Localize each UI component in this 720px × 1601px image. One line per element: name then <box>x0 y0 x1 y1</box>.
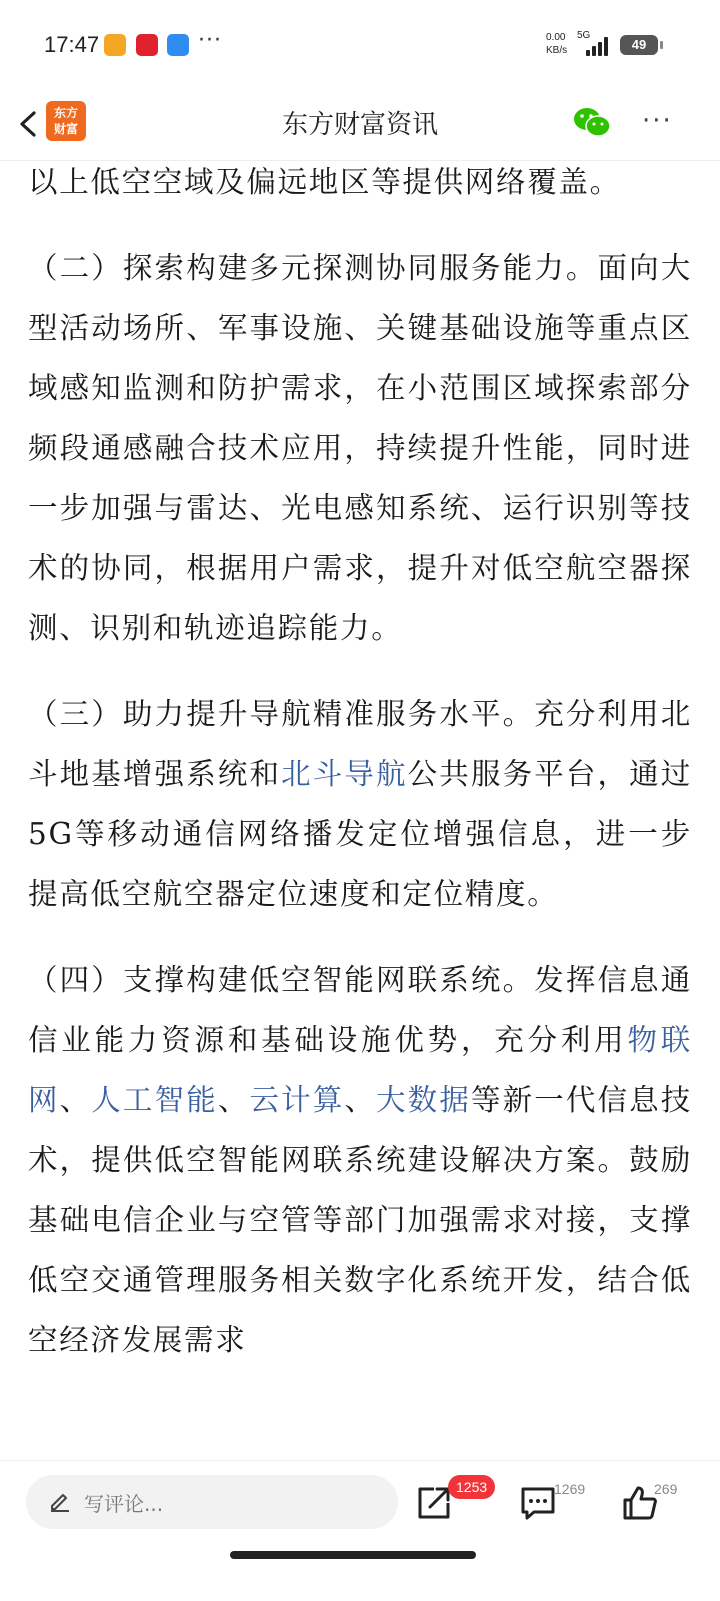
article-paragraph: （四）支撑构建低空智能网联系统。发挥信息通信业能力资源和基础设施优势，充分利用物联网、人工智能、云计算、大数据等新一代信息技术，提供低空智能网联系统建设解决方案。鼓励基础电信企业与空管等部门加强需求对接，支撑低空交通管理服务相关数字化系统开发，结合低空经济发展需求 <box>28 963 692 1357</box>
page-title: 东方财富资讯 <box>281 110 438 140</box>
keyword-link-big-data[interactable]: 大数据 <box>376 1083 471 1117</box>
article-paragraph: （二）探索构建多元探测协同服务能力。面向大型活动场所、军事设施、关键基础设施等重点区域感知监测和防护需求，在小范围区域探索部分频段通感融合技术应用，持续提升性能，同时进一步加强与雷达、光电感知系统、运行识别等技术的协同，根据用户需求，提升对低空航空器探测、识别和轨迹追踪能力。 <box>28 251 692 645</box>
keyword-link-iot[interactable]: 物联网 <box>28 1023 692 1117</box>
status-bar <box>0 0 720 92</box>
keyword-link-cloud-computing[interactable]: 云计算 <box>249 1083 345 1117</box>
comment-placeholder: 写评论... <box>84 1492 164 1516</box>
article-body <box>28 160 692 1460</box>
comment-count: 1269 <box>554 1481 586 1497</box>
comment-icon[interactable] <box>518 1483 558 1523</box>
home-indicator[interactable] <box>230 1551 476 1559</box>
article-paragraph: （三）助力提升导航精准服务水平。充分利用北斗地基增强系统和北斗导航公共服务平台，通过5G等移动通信网络播发定位增强信息，进一步提高低空航空器定位速度和定位精度。 <box>28 697 692 911</box>
status-time: 17:47 <box>44 32 100 57</box>
more-options-icon[interactable]: ··· <box>642 106 673 136</box>
app-notification-icon <box>136 34 158 56</box>
app-notification-icon <box>104 34 126 56</box>
comment-input[interactable] <box>26 1475 398 1529</box>
keyword-link-ai[interactable]: 人工智能 <box>91 1083 218 1117</box>
bottom-action-bar <box>0 1460 720 1601</box>
top-nav-bar <box>0 92 720 161</box>
share-count-badge: 1253 <box>448 1475 495 1499</box>
article-paragraph: 以上低空空域及偏远地区等提供网络覆盖。 <box>28 165 621 199</box>
pencil-icon <box>48 1489 72 1513</box>
wallet-notification-icon <box>167 34 189 56</box>
wechat-share-icon[interactable] <box>572 106 612 138</box>
network-type-label: 5G <box>577 30 591 41</box>
eastmoney-logo: 东方 财富 <box>46 101 86 141</box>
network-speed: 0.00 KB/s <box>546 32 568 56</box>
like-count: 269 <box>654 1481 678 1497</box>
signal-icon <box>586 36 612 56</box>
keyword-link-beidou-navigation[interactable]: 北斗导航 <box>281 757 408 791</box>
battery-icon: 49 <box>620 35 658 55</box>
more-notifications-icon: ··· <box>198 28 222 53</box>
